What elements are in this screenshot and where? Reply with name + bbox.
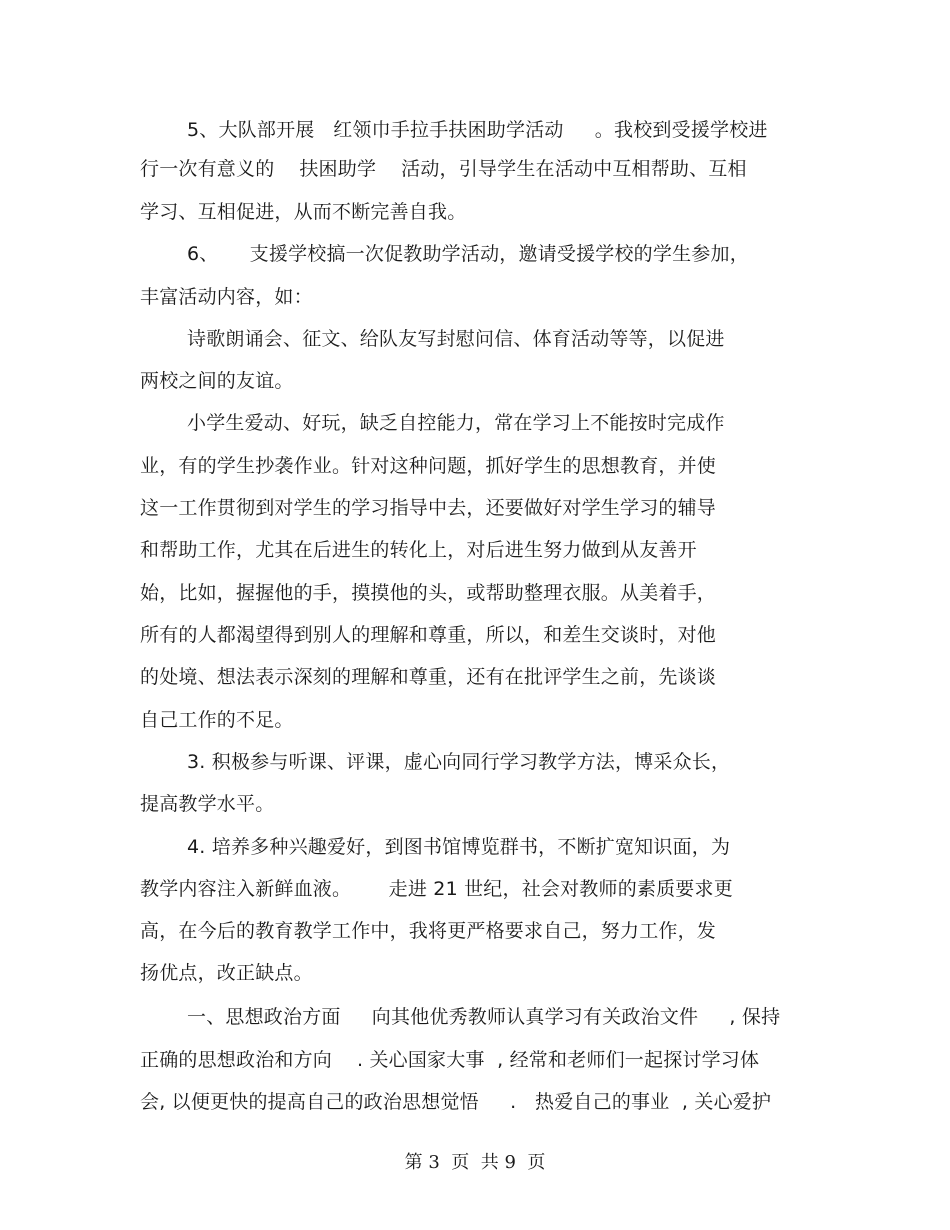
text-line: 诗歌朗诵会、征文、给队友写封慰问信、体育活动等等，以促进 xyxy=(187,328,725,350)
text-line: 学习、互相促进，从而不断完善自我。 xyxy=(140,201,467,223)
text-line: 一、思想政治方面 向其他优秀教师认真学习有关政治文件 , 保持 xyxy=(187,1006,781,1028)
text-line: 这一工作贯彻到对学生的学习指导中去，还要做好对学生学习的辅导 xyxy=(140,497,717,519)
text-line: 两校之间的友谊。 xyxy=(140,370,294,392)
text-line: 6、 支援学校搞一次促教助学活动，邀请受援学校的学生参加， xyxy=(187,243,749,265)
text-line: 正确的思想政治和方向 . 关心国家大事 , 经常和老师们一起探讨学习体 xyxy=(140,1049,760,1071)
text-line: 自己工作的不足。 xyxy=(140,709,294,731)
text-line: 4. 培养多种兴趣爱好，到图书馆博览群书，不断扩宽知识面，为 xyxy=(187,836,731,858)
text-line: 所有的人都渴望得到别人的理解和尊重，所以，和差生交谈时，对他 xyxy=(140,624,717,646)
text-line: 丰富活动内容，如： xyxy=(140,286,313,308)
text-line: 3. 积极参与听课、评课，虚心向同行学习教学方法，博采众长， xyxy=(187,751,731,773)
text-line: 小学生爱动、好玩，缺乏自控能力，常在学习上不能按时完成作 xyxy=(187,412,725,434)
text-line: 始，比如，握握他的手，摸摸他的头，或帮助整理衣服。从美着手， xyxy=(140,582,717,604)
text-line: 扬优点，改正缺点。 xyxy=(140,962,313,984)
text-line: 和帮助工作，尤其在后进生的转化上，对后进生努力做到从友善开 xyxy=(140,539,697,561)
text-line: 5、大队部开展 红领巾手拉手扶困助学活动 。我校到受援学校进 xyxy=(187,119,768,141)
text-line: 提高教学水平。 xyxy=(140,793,275,815)
text-line: 业，有的学生抄袭作业。针对这种问题，抓好学生的思想教育，并使 xyxy=(140,455,717,477)
text-line: 教学内容注入新鲜血液。 走进 21 世纪，社会对教师的素质要求更 xyxy=(140,878,733,900)
text-line: 高，在今后的教育教学工作中，我将更严格要求自己，努力工作，发 xyxy=(140,920,717,942)
text-line: 会, 以便更快的提高自己的政治思想觉悟 . 热爱自己的事业 , 关心爱护 xyxy=(140,1091,772,1113)
text-line: 行一次有意义的 扶困助学 活动，引导学生在活动中互相帮助、互相 xyxy=(140,158,747,180)
page-number-footer: 第 3 页 共 9 页 xyxy=(404,1152,546,1173)
text-line: 的处境、想法表示深刻的理解和尊重，还有在批评学生之前，先谈谈 xyxy=(140,666,717,688)
